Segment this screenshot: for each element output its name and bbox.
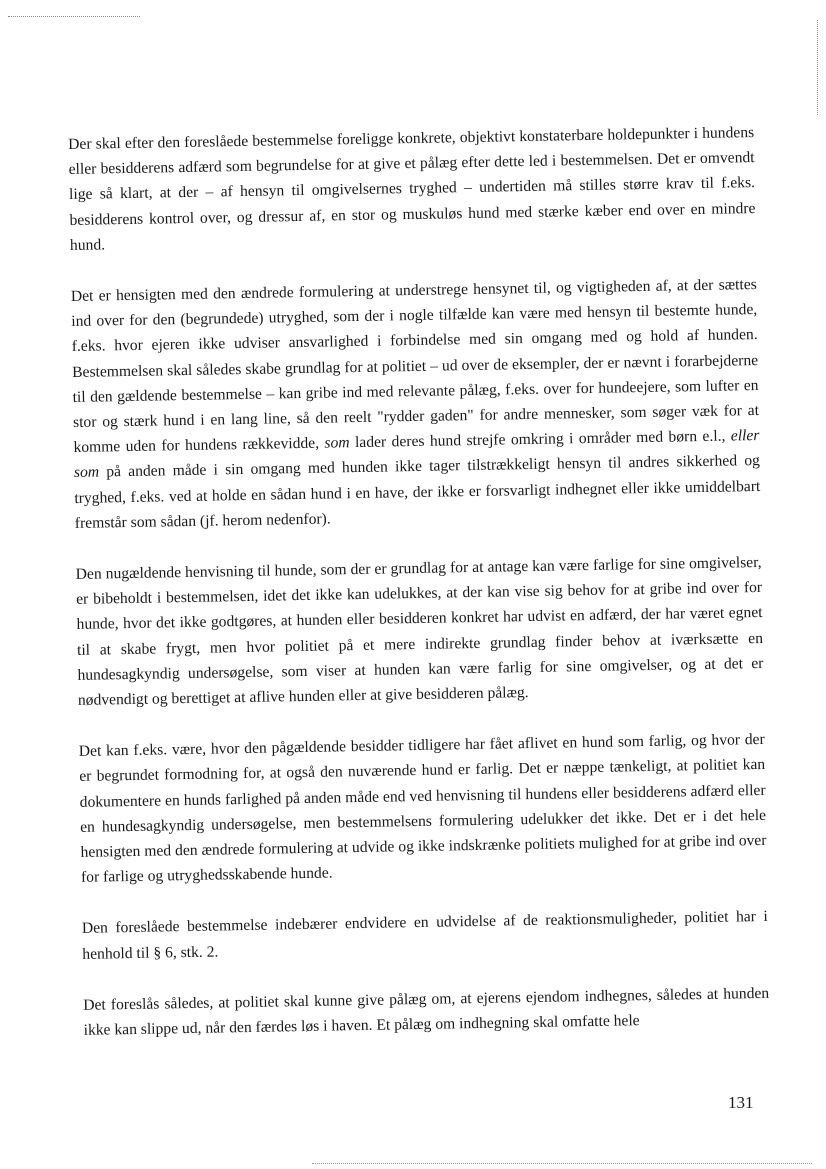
paragraph-3: Den nugældende henvisning til hunde, som der er grundlag for at antage kan være farlige for sine omgivelser, er bibeholdt i bestemmelsen, idet det ikke kan udelukkes, at der kan vise sig behov for at gribe ind over for hunde, hvor det ikke godtgøres, at hunden eller besidderen konkret har udvist en adfærd, der har været egnet til at skabe frygt, men hvor politiet på et mere indirekte grundlag finder behov at iværksætte en hundesagkyndig undersøgelse, som viser at hunden kan være farlig for sine omgivelser, og at det er nødvendigt og berettiget at aflive hunden eller at give besidderen pålæg. xyxy=(75,554,764,709)
paragraph-2 xyxy=(71,272,761,536)
paragraph-1: Der skal efter den foreslåede bestemmelse foreligge konkrete, objektivt konstaterbare holdepunkter i hundens eller besidderens adfærd som begrundelse for at give et pålæg efter dette led i bestemmelsen. Det er omvendt lige så klart, at der – af hensyn til omgivelsernes tryghed – undertiden må stilles større krav til f.eks. besidderens kontrol over, og dressur af, en stor og muskuløs hund med stærke kæber end over en mindre hund. xyxy=(68,124,756,254)
paragraph-2-italic-som: som xyxy=(324,434,350,452)
paragraph-6: Det foreslås således, at politiet skal kunne give pålæg om, at ejerens ejendom indhegnes, således at hunden ikke kan slippe ud, når den færdes løs i haven. Et pålæg om indhegning skal omfatte hele xyxy=(83,984,770,1039)
page-number: 131 xyxy=(728,1093,754,1112)
paragraph-2-text-mid: lader deres hund strejfe omkring i områder med børn e.l., xyxy=(349,427,731,452)
scan-artifact-bottom xyxy=(312,1163,812,1164)
paragraph-5: Den foreslåede bestemmelse indebærer endvidere en udvidelse af de reaktionsmuligheder, politiet har i henhold til § 6, stk. 2. xyxy=(81,908,768,963)
paragraph-2-italic-eller-som: eller som xyxy=(73,427,760,482)
scan-artifact-top xyxy=(8,16,140,17)
document-body xyxy=(68,120,770,1069)
scan-artifact-right xyxy=(817,20,818,115)
paragraph-2-text-end: på anden måde i sin omgang med hunden ikke tager tilstrækkeligt hensyn til andres sikkerhed og tryghed, f.eks. ved at holde en sådan hund i en have, der ikke er forsvarligt indhegnet eller ikke umiddelbart fremstår som sådan (jf. herom nedenfor). xyxy=(74,452,761,532)
paragraph-4: Det kan f.eks. være, hvor den pågældende besidder tidligere har fået aflivet en hund som farlig, og hvor der er begrundet formodning for, at også den nuværende hund er farlig. Det er næppe tænkeligt, at politiet kan dokumentere en hunds farlighed på anden måde end ved henvisning til hundens eller besidderens adfærd eller en hundesagkyndig undersøgelse, men bestemmelsens formulering udelukker det ikke. Det er i det hele hensigten med den ændrede formulering at udvide og ikke indskrænke politiets mulighed for at gribe ind over for farlige og utryghedsskabende hunde. xyxy=(78,731,767,887)
paragraph-2-text-start: Det er hensigten med den ændrede formulering at understrege hensynet til, og vigtigheden af, at der sættes ind over for den (begrundede) utryghed, som der i nogle tilfælde kan være med hensyn til bestemte hunde, f.eks. hvor ejeren ikke udviser ansvarlighed i forbindelse med sin omgang med og hold af hunden. Bestemmelsen skal således skabe grundlag for at politiet – ud over de eksempler, der er nævnt i forarbejderne til den gældende bestemmelse – kan gribe ind med relevante pålæg, f.eks. over for hundeejere, som lufter en stor og stærk hund i en lang line, så den reelt "rydder gaden" for andre mennesker, som søger væk for at komme uden for hundens rækkevidde, xyxy=(70,276,760,457)
